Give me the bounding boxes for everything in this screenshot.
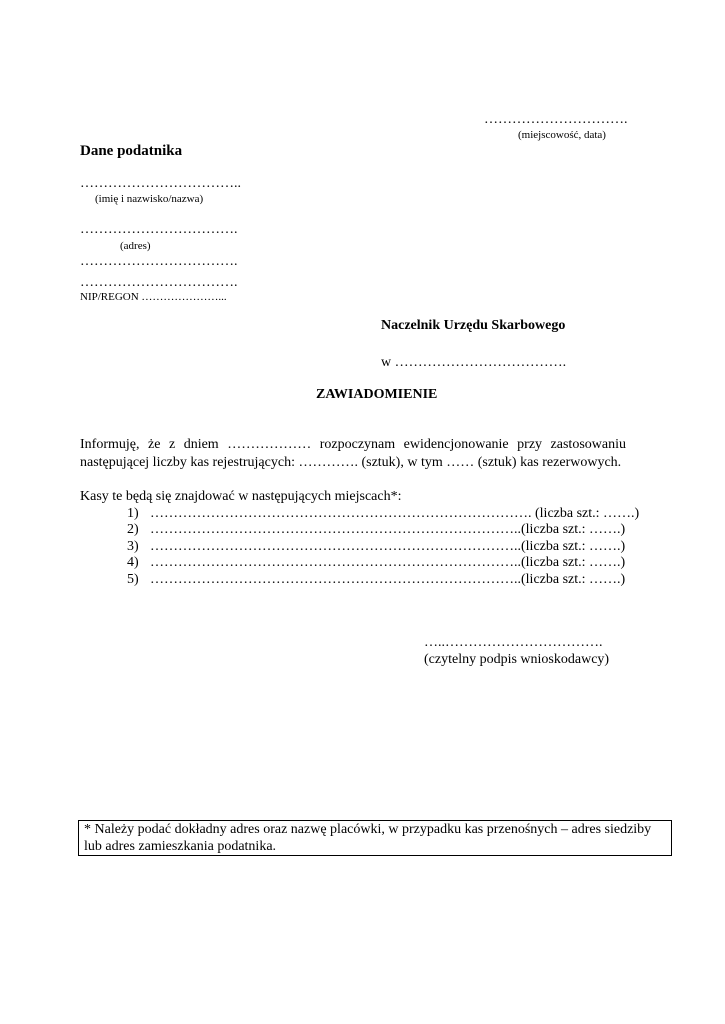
places-intro: Kasy te będą się znajdować w następujących miejscach*: xyxy=(80,489,402,504)
list-item-field[interactable]: ………………………………………………………………………. (liczba szt.: …….) xyxy=(150,506,640,521)
body-line-1: Informuję, że z dniem ……………… rozpoczynam ewidencjonowanie przy zastosowaniu xyxy=(80,437,626,452)
recipient-location-field[interactable]: w ………………………………. xyxy=(381,355,567,370)
taxpayer-address-field-2[interactable]: ……………………………. xyxy=(80,254,238,269)
list-item-number: 4) xyxy=(127,555,139,570)
list-item-field[interactable]: ……………………………………………………………………..(liczba szt.: …….) xyxy=(150,539,626,554)
list-item-number: 1) xyxy=(127,506,139,521)
list-item-field[interactable]: ……………………………………………………………………..(liczba szt.: …….) xyxy=(150,555,626,570)
list-item-field[interactable]: ……………………………………………………………………..(liczba szt.: …….) xyxy=(150,572,626,587)
taxpayer-name-caption: (imię i nazwisko/nazwa) xyxy=(95,193,204,205)
list-item-number: 3) xyxy=(127,539,139,554)
taxpayer-address-caption: (adres) xyxy=(120,240,151,252)
list-item-number: 2) xyxy=(127,522,139,537)
taxpayer-address-field-1[interactable]: ……………………………. xyxy=(80,222,238,237)
document-title: ZAWIADOMIENIE xyxy=(316,387,438,402)
list-item-field[interactable]: ……………………………………………………………………..(liczba szt.: …….) xyxy=(150,522,626,537)
footnote-line-2: lub adres zamieszkania podatnika. xyxy=(84,839,277,854)
place-date-field[interactable]: …………………………. xyxy=(484,112,628,127)
taxpayer-heading: Dane podatnika xyxy=(80,143,183,159)
taxpayer-address-field-3[interactable]: ……………………………. xyxy=(80,275,238,290)
taxpayer-nip-regon-field[interactable]: NIP/REGON …………………... xyxy=(80,291,227,303)
signature-field[interactable]: …..……………………………. xyxy=(424,635,603,650)
footnote-box xyxy=(78,820,672,856)
list-item-number: 5) xyxy=(127,572,139,587)
place-date-caption: (miejscowość, data) xyxy=(518,129,606,141)
taxpayer-name-field[interactable]: …………………………….. xyxy=(80,176,241,191)
signature-caption: (czytelny podpis wnioskodawcy) xyxy=(424,652,610,667)
recipient-title: Naczelnik Urzędu Skarbowego xyxy=(381,318,566,333)
footnote-line-1: * Należy podać dokładny adres oraz nazwę placówki, w przypadku kas przenośnych – adres siedziby xyxy=(84,822,652,837)
body-line-2: następującej liczby kas rejestrujących: …………. (sztuk), w tym …… (sztuk) kas rezerwowych. xyxy=(80,455,622,470)
